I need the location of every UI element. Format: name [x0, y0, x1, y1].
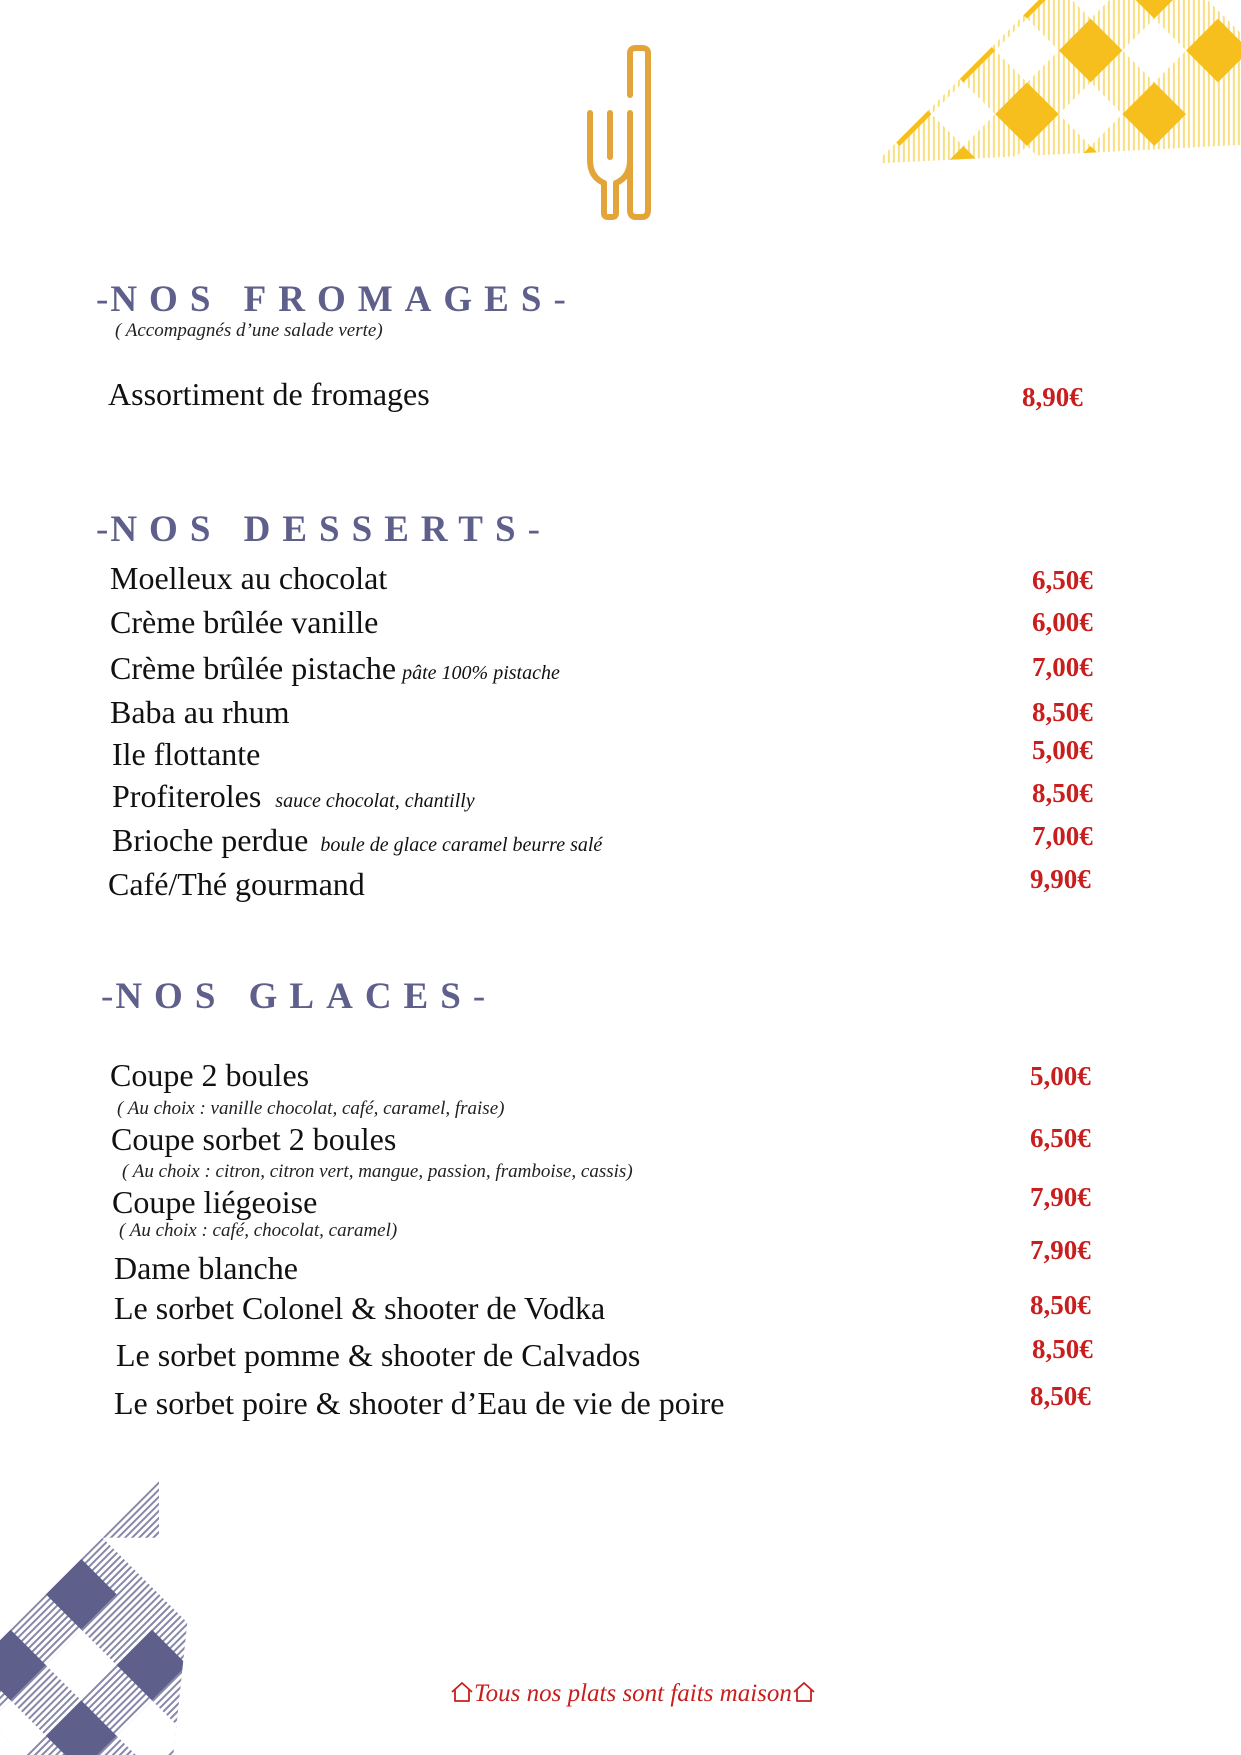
menu-item-choices: ( Au choix : vanille chocolat, café, caramel, fraise) [117, 1098, 505, 1119]
menu-item-price: 5,00€ [1032, 735, 1093, 765]
menu-item-price: 8,50€ [1030, 1290, 1091, 1320]
menu-item-price: 6,00€ [1032, 607, 1093, 637]
menu-item-note: boule de glace caramel beurre salé [320, 834, 603, 856]
menu-item-name: Baba au rhum [110, 694, 290, 730]
menu-item-price: 8,50€ [1032, 778, 1093, 808]
menu-item-note: pâte 100% pistache [402, 662, 560, 684]
purple-gingham-decoration [0, 1465, 290, 1755]
house-icon [792, 1681, 816, 1703]
menu-item-price: 8,50€ [1032, 697, 1093, 727]
menu-item-name: Crème brûlée pistache pâte 100% pistache [110, 650, 560, 686]
menu-item-price: 5,00€ [1030, 1061, 1091, 1091]
menu-item-name: Ile flottante [112, 736, 261, 772]
menu-item-name: Dame blanche [114, 1250, 298, 1286]
menu-item-price: 7,00€ [1032, 821, 1093, 851]
menu-item-name: Coupe liégeoise [112, 1184, 318, 1220]
menu-item-price: 7,00€ [1032, 652, 1093, 682]
menu-item-name: Coupe 2 boules [110, 1057, 310, 1093]
cutlery-icon [582, 45, 662, 220]
menu-item-note: sauce chocolat, chantilly [275, 790, 475, 812]
fromages-subtitle: ( Accompagnés d’une salade verte) [115, 320, 383, 341]
menu-item-name: Assortiment de fromages [108, 376, 430, 412]
menu-item-price: 8,50€ [1032, 1334, 1093, 1364]
menu-item-price: 6,50€ [1032, 565, 1093, 595]
menu-item-price: 7,90€ [1030, 1182, 1091, 1212]
menu-item-name: Café/Thé gourmand [108, 866, 365, 902]
section-title-fromages: -NOS FROMAGES- [96, 279, 568, 320]
menu-item-name: Moelleux au chocolat [110, 560, 388, 596]
menu-item-choices: ( Au choix : citron, citron vert, mangue, passion, framboise, cassis) [122, 1161, 633, 1182]
section-title-glaces: -NOS GLACES- [101, 976, 488, 1017]
menu-item-name: Le sorbet Colonel & shooter de Vodka [114, 1290, 606, 1326]
menu-item-name: Coupe sorbet 2 boules [111, 1121, 397, 1157]
menu-item-price: 6,50€ [1030, 1123, 1091, 1153]
menu-item-name: Le sorbet pomme & shooter de Calvados [116, 1337, 641, 1373]
menu-item-name: Profiteroles sauce chocolat, chantilly [112, 778, 475, 814]
section-title-desserts: -NOS DESSERTS- [96, 509, 542, 550]
menu-item-price: 8,90€ [1022, 382, 1083, 412]
menu-item-price: 8,50€ [1030, 1381, 1091, 1411]
menu-item-price: 7,90€ [1030, 1235, 1091, 1265]
menu-item-choices: ( Au choix : café, chocolat, caramel) [119, 1220, 398, 1241]
menu-item-name: Le sorbet poire & shooter d’Eau de vie de poire [114, 1385, 725, 1421]
footer-text: Tous nos plats sont faits maison [474, 1680, 792, 1707]
yellow-gingham-decoration [880, 0, 1241, 280]
homemade-footer [450, 1680, 850, 1708]
menu-item-name: Brioche perdue boule de glace caramel beurre salé [112, 822, 603, 858]
menu-item-price: 9,90€ [1030, 864, 1091, 894]
menu-item-name: Crème brûlée vanille [110, 604, 379, 640]
house-icon [450, 1681, 474, 1703]
